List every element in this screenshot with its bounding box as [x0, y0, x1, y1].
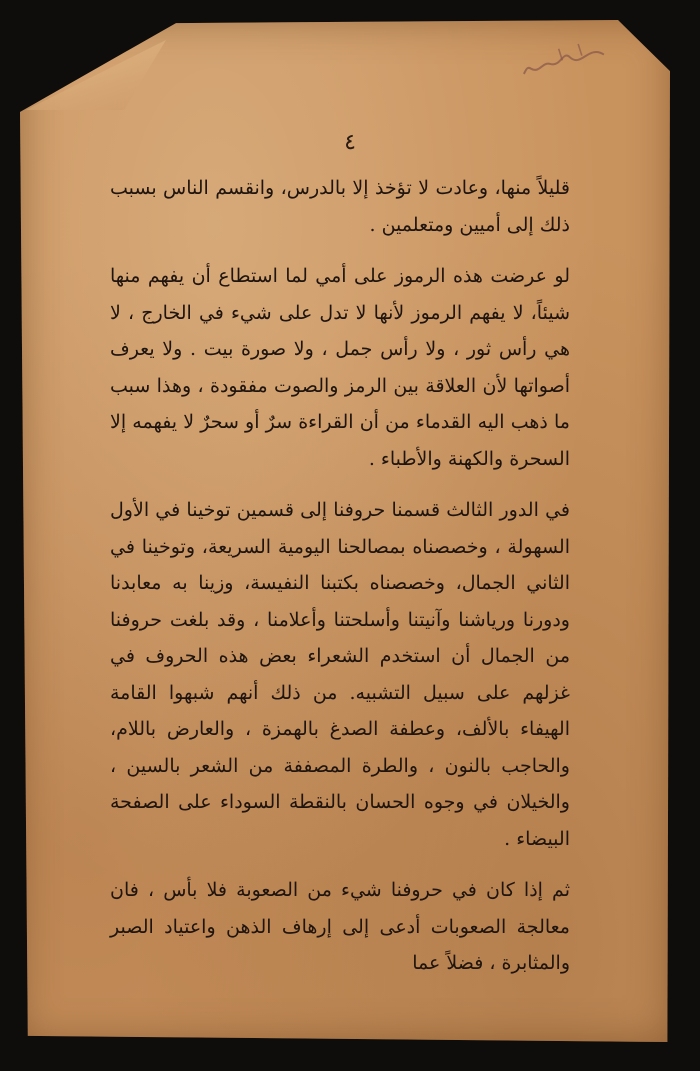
paragraph-4: ثم إذا كان في حروفنا شيء من الصعوبة فلا بأس ، فان معالجة الصعوبات أدعى إلى إرهاف الذهن واعتياد الصبر والمثابرة ، فضلاً عما	[110, 879, 570, 974]
paragraph-2: لو عرضت هذه الرموز على أمي لما استطاع أن يفهم منها شيئاً، لا يفهم الرموز لأنها لا تدل على شيء في الخارج ، لا هي رأس ثور ، ولا رأس جمل ، ولا صورة بيت . ولا يعرف أصواتها لأن العلاقة بين الرمز والصوت مفقودة ، وهذا سبب ما ذهب اليه القدماء من أن القراءة سرٌ أو سحرٌ لا يفهمه إلا السحرة والكهنة والأطباء .	[110, 265, 570, 470]
page-number: ٤	[344, 130, 356, 155]
paragraph-3: في الدور الثالث قسمنا حروفنا إلى قسمين توخينا في الأول السهولة ، وخصصناه بمصالحنا اليومية السريعة، وتوخينا في الثاني الجمال، وخصصناه بكتبنا النفيسة، وزينا به معابدنا ودورنا ورياشنا وآنيتنا وأسلحتنا وأعلامنا ، وقد بلغت حروفنا من الجمال أن استخدم الشعراء بعض هذه الحروف في غزلهم على سبيل التشبيه. من ذلك أنهم شبهوا القامة الهيفاء بالألف، وعطفة الصدغ بالهمزة ، والعارض باللام، والحاجب بالنون ، والطرة المصففة من الشعر بالسين ، والخيلان في وجوه الحسان بالنقطة السوداء على الصفحة البيضاء .	[110, 499, 570, 850]
paragraph-1: قليلاً منها، وعادت لا تؤخذ إلا بالدرس، وانقسم الناس بسبب ذلك إلى أميين ومتعلمين .	[110, 177, 570, 236]
body-text	[110, 170, 570, 982]
